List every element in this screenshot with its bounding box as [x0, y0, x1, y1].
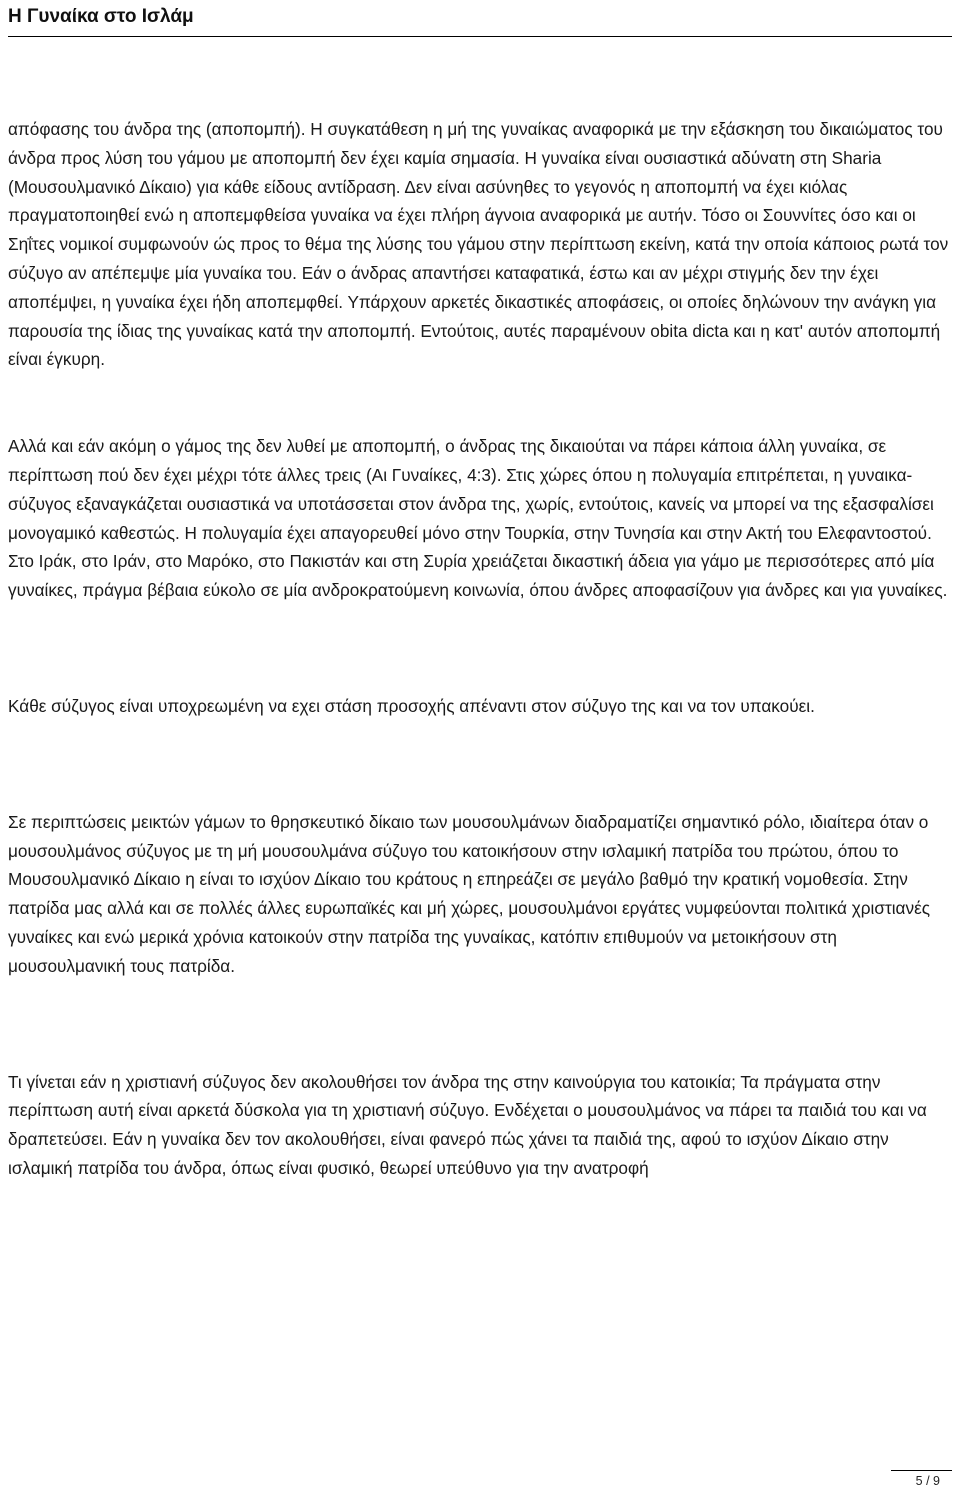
document-title: Η Γυναίκα στο Ισλάμ	[8, 6, 194, 27]
paragraph-obedience: Κάθε σύζυγος είναι υποχρεωμένη να εχει στάση προσοχής απέναντι στον σύζυγο της και να τον υπακούει.	[8, 695, 815, 716]
paragraph-polygamy: Αλλά και εάν ακόμη ο γάμος της δεν λυθεί με αποπομπή, ο άνδρας της δικαιούται να πάρει κάποια άλλη γυναίκα, σε περίπτωση πού δεν έχει μέχρι τότε άλλες τρεις (Αι Γυναίκες, 4:3). Στις χώρες όπου η πολυγαμία επιτρέπεται, η γυναικα-σύζυγος εξαναγκάζεται ουσιαστικά να υποτάσσεται στον άνδρα της, χωρίς, εντούτοις, κανείς να μπορεί να της εξασφαλίσει μονογαμικό καθεστώς. Η πολυγαμία έχει απαγορευθεί μόνο στην Τουρκία, στην Τυνησία και στην Ακτή του Ελεφαντοστού. Στο Ιράκ, στο Ιράν, στο Μαρόκο, στο Πακιστάν και στη Συρία χρειάζεται δικαστική άδεια για γάμο με περισσότερες από μία γυναίκες, πράγμα βέβαια εύκολο σε μία ανδροκρατούμενη κοινωνία, όπου άνδρες αποφασίζουν για άνδρες και για γυναίκες.	[8, 436, 948, 601]
document-body	[8, 115, 956, 1183]
footer-divider	[891, 1470, 952, 1471]
paragraph-mixed-marriages: Σε περιπτώσεις μεικτών γάμων το θρησκευτικό δίκαιο των μουσουλμάνων διαδραματίζει σημαντικό ρόλο, ιδιαίτερα όταν ο μουσουλμάνος σύζυγος με τη μή μουσουλμάνα σύζυγο του κατοικήσουν στην ισλαμική πατρίδα του πρώτου, όπου το Μουσουλμανικό Δίκαιο η είναι το ισχύον Δίκαιο του κράτους η επηρεάζει σε μεγάλο βαθμό την κρατική νομοθεσία. Στην πατρίδα μας αλλά και σε πολλές άλλες ευρωπαϊκές και μή χώρες, μουσουλμάνοι εργάτες νυμφεύονται πολιτικά χριστιανές γυναίκες και ενώ μερικά χρόνια κατοικούν στην πατρίδα της γυναίκας, κατόπιν επιθυμούν να μετοικήσουν στη μουσουλμανική τους πατρίδα.	[8, 811, 931, 976]
page-number: 5 / 9	[915, 1474, 940, 1488]
page-header	[8, 0, 952, 37]
paragraph-christian-wife: Τι γίνεται εάν η χριστιανή σύζυγος δεν ακολουθήσει τον άνδρα της στην καινούργια του κατοικία; Τα πράγματα στην περίπτωση αυτή είναι αρκετά δύσκολα για τη χριστιανή σύζυγο. Ενδέχεται ο μουσουλμάνος να πάρει τα παιδιά του και να δραπετεύσει. Εάν η γυναίκα δεν τον ακολουθήσει, είναι φανερό πώς χάνει τα παιδιά της, αφού το ισχύον Δίκαιο στην ισλαμική πατρίδα του άνδρα, όπως είναι φυσικό, θεωρεί υπεύθυνο για την ανατροφή	[8, 1071, 927, 1178]
paragraph-divorce-consent: απόφασης του άνδρα της (αποπομπή). Η συγκατάθεση η μή της γυναίκας αναφορικά με την εξάσκηση του δικαιώματος του άνδρα προς λύση του γάμου με αποπομπή δεν έχει καμία σημασία. Η γυναίκα είναι ουσιαστικά αδύνατη στη Sharia (Μουσουλμανικό Δίκαιο) για κάθε είδους αντίδραση. Δεν είναι ασύνηθες το γεγονός η αποπομπή να έχει κιόλας πραγματοποιηθεί ενώ η αποπεμφθείσα γυναίκα να έχει πλήρη άγνοια αναφορικά με αυτήν. Τόσο οι Σουννίτες όσο και οι Σηΐτες νομικοί συμφωνούν ώς προς το θέμα της λύσης του γάμου στην περίπτωση εκείνη, κατά την οποία κάποιος ρωτά τον σύζυγο αν απέπεμψε μία γυναίκα του. Εάν ο άνδρας απαντήσει καταφατικά, έστω και αν μέχρι στιγμής δεν την έχει αποπέμψει, η γυναίκα έχει ήδη αποπεμφθεί. Υπάρχουν αρκετές δικαστικές αποφάσεις, οι οποίες δηλώνουν την ανάγκη για παρουσία της ίδιας της γυναίκας κατά την αποπομπή. Εντούτοις, αυτές παραμένουν obita dicta και η κατ' αυτόν αποπομπή είναι έγκυρη.	[8, 119, 949, 370]
